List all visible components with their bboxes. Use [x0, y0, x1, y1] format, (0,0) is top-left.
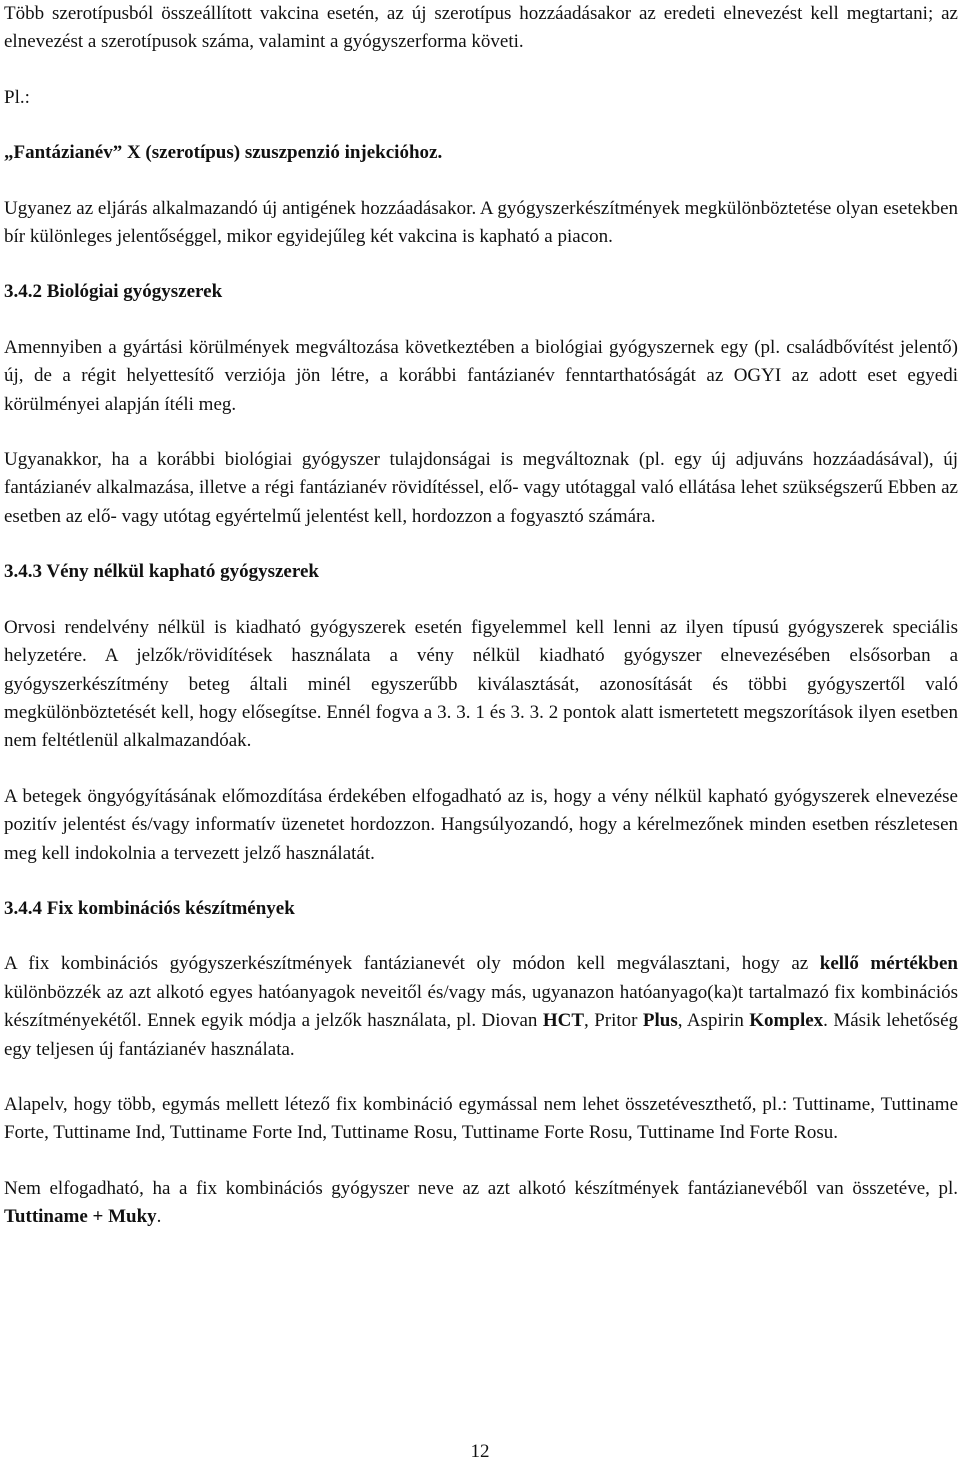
paragraph-otc-situation: Orvosi rendelvény nélkül is kiadható gyógyszerek esetén figyelemmel kell lenni az ilyen típusú gyógyszerek speciális helyzetére. A jelzők/rövidítések használata a vény nélkül kiadható gyógyszer elnevezésében elsősorban a gyógyszerkészítmény beteg általi minél egyszerűbb kiválasztását, azonosítását és többi gyógyszertől való megkülönböztetését kell, hogy elősegítse. Ennél fogva a 3. 3. 1 és 3. 3. 2 pontok alatt ismertetett megszorítások ilyen esetben nem feltétlenül alkalmazandóak. — [4, 616, 958, 752]
text-run: . — [156, 1206, 162, 1228]
heading-biological-drugs: 3.4.2 Biológiai gyógyszerek — [4, 281, 223, 303]
text-run: . Másik lehetőség egy teljesen új fantázianév használata. — [4, 1010, 958, 1060]
paragraph-fixed-combination-principle: Alapelv, hogy több, egymás mellett létező fix kombináció egymással nem lehet összetéveszthető, pl.: Tuttiname, Tuttiname Forte, Tuttiname Ind, Tuttiname Forte Ind, Tuttiname Rosu, Tuttiname Forte Rosu, Tuttiname Ind Forte Rosu. — [4, 1093, 958, 1144]
text-run: , Pritor — [584, 1010, 643, 1032]
document-page — [4, 0, 958, 1232]
page-number: 12 — [470, 1441, 490, 1462]
emphasis-run: Plus — [642, 1010, 678, 1032]
emphasis-run: Tuttiname + Muky — [4, 1206, 157, 1228]
paragraph-antigen-addition: Ugyanez az eljárás alkalmazandó új antigének hozzáadásakor. A gyógyszerkészítmények megkülönböztetése olyan esetekben bír különleges jelentőséggel, mikor egyidejűleg két vakcina is kapható a piacon. — [4, 197, 958, 248]
text-run: , Aspirin — [677, 1010, 750, 1032]
text-run: A fix kombinációs gyógyszerkészítmények fantázianevét oly módon kell megválasztani, hogy az — [4, 953, 820, 975]
emphasis-run: Komplex — [749, 1010, 824, 1032]
heading-fixed-combination: 3.4.4 Fix kombinációs készítmények — [4, 897, 295, 919]
paragraph-biological-version: Amennyiben a gyártási körülmények megváltozása következtében a biológiai gyógyszernek egy (pl. családbővítést jelentő) új, de a régit helyettesítő verziója jön létre, a korábbi fantázianév fenntarthatóságát az OGYI az adott eset egyedi körülményei alapján ítéli meg. — [4, 336, 958, 415]
paragraph-otc-self-medication: A betegek öngyógyításának előmozdítása érdekében elfogadható az is, hogy a vény nélkül kapható gyógyszerek elnevezése pozitív jelentést és/vagy informatív üzenetet hordozzon. Hangsúlyozandó, hogy a kérelmezőnek minden esetben részletesen meg kell indokolnia a tervezett jelző használatát. — [4, 785, 958, 864]
paragraph-example-label: Pl.: — [4, 86, 30, 108]
emphasis-run: kellő mértékben — [819, 953, 958, 975]
paragraph-example-name: „Fantázianév” X (szerotípus) szuszpenzió injekcióhoz. — [4, 142, 443, 164]
text-run: Nem elfogadható, ha a fix kombinációs gyógyszer neve az azt alkotó készítmények fantázianevéből van összetéve, pl. — [4, 1177, 958, 1199]
paragraph-biological-properties: Ugyanakkor, ha a korábbi biológiai gyógyszer tulajdonságai is megváltoznak (pl. egy új adjuváns hozzáadásával), új fantázianév alkalmazása, illetve a régi fantázianév rövidítéssel, elő- vagy utótaggal való ellátása lehet szükségszerű Ebben az esetben az elő- vagy utótag egyértelmű jelentést kell, hordozzon a fogyasztó számára. — [4, 449, 958, 527]
paragraph-unacceptable-name — [4, 1175, 958, 1232]
emphasis-run: HCT — [542, 1010, 585, 1032]
heading-otc-drugs: 3.4.3 Vény nélkül kapható gyógyszerek — [4, 561, 319, 583]
paragraph-fixed-combination-naming — [4, 950, 958, 1064]
text-run: különbözzék az azt alkotó egyes hatóanyagok neveitől és/vagy más, ugyanazon hatóanyago(ka)t tartalmazó fix kombinációs készítményekétől. Ennek egyik módja a jelzők használata, pl. Diovan — [4, 981, 958, 1032]
paragraph-serotype-naming: Több szerotípusból összeállított vakcina esetén, az új szerotípus hozzáadásakor az eredeti elnevezést kell megtartani; az elnevezést a szerotípusok száma, valamint a gyógyszerforma követi. — [4, 3, 958, 53]
